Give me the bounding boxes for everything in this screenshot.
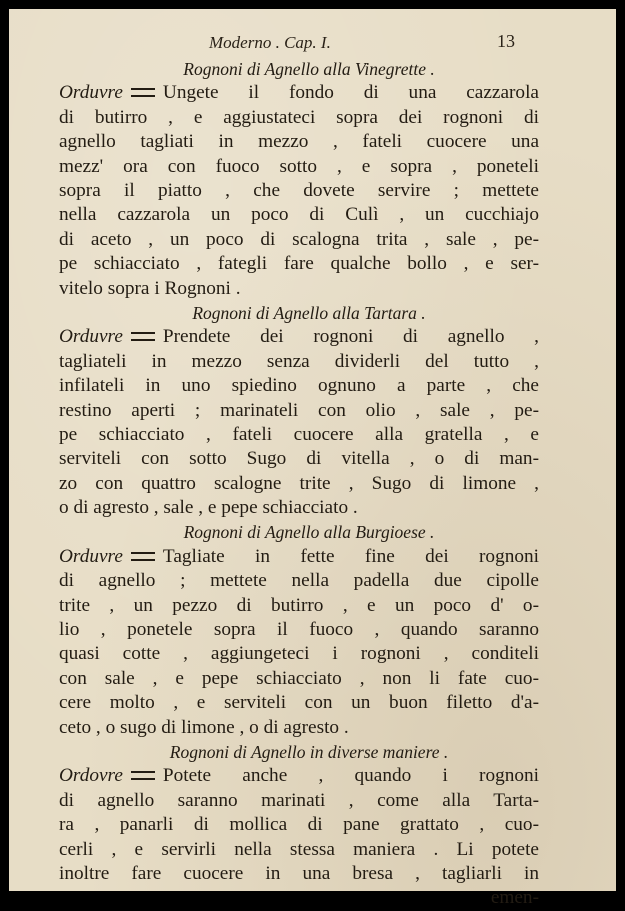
text-line: sopra il piatto , che dovete servire ; mettete (59, 179, 539, 201)
text-line: infilateli in uno spiedino ognuno a parte , che (59, 375, 539, 397)
course-label: Orduvre (59, 82, 123, 104)
equals-sign-icon (131, 332, 155, 341)
text-line: di butirro , e aggiustateci sopra dei rognoni di (59, 106, 539, 128)
recipe-first-line-text: Ungete il fondo di una cazzarola (162, 82, 539, 104)
text-line: restino aperti ; marinateli con olio , sale , pe- (59, 399, 539, 421)
text-line: con sale , e pepe schiacciato , non li fate cuo- (59, 667, 539, 689)
equals-sign-icon (131, 771, 155, 780)
text-line: pe schiacciato , fateli cuocere alla gratella , e (59, 423, 539, 445)
recipe-first-line (59, 81, 539, 105)
text-line: lio , ponetele sopra il fuoco , quando saranno (59, 619, 539, 641)
recipe-first-line (59, 545, 539, 569)
running-head-title: Moderno . Cap. I. (209, 33, 331, 52)
recipe-heading: Rognoni di Agnello alla Burgioese . (183, 522, 435, 543)
text-line: cerli , e servirli nella stessa maniera . Li potete (59, 838, 539, 860)
page-frame (9, 9, 616, 909)
running-head (9, 33, 616, 59)
recipe-first-line-text: Tagliate in fette fine dei rognoni (162, 545, 539, 567)
text-line: o di agresto , sale , e pepe schiacciato . (59, 497, 358, 519)
text-line: vitelo sopra i Rognoni . (59, 277, 241, 299)
recipe-first-line (59, 764, 539, 788)
equals-sign-icon (131, 88, 155, 97)
text-line: trite , un pezzo di butirro , e un poco d' o- (59, 594, 539, 616)
text-line: di agnello saranno marinati , come alla Tarta- (59, 789, 539, 811)
text-line: di agnello ; mettete nella padella due cipolle (59, 570, 539, 592)
text-line: agnello tagliati in mezzo , fateli cuocere una (59, 131, 539, 153)
text-block (59, 57, 539, 911)
text-line: inoltre fare cuocere in una bresa , tagliarli in (59, 862, 539, 884)
recipe-heading: Rognoni di Agnello alla Tartara . (192, 302, 426, 323)
text-line: pe schiacciato , fategli fare qualche bollo , e ser- (59, 253, 539, 275)
recipe-first-line-text: Potete anche , quando i rognoni (162, 765, 539, 787)
equals-sign-icon (131, 552, 155, 561)
catchword: emen- (490, 887, 539, 909)
recipe-section (59, 520, 539, 740)
recipe-section (59, 57, 539, 301)
text-line: nella cazzarola un poco di Culì , un cucchiajo (59, 204, 539, 226)
recipe-section (59, 301, 539, 521)
recipe-section (59, 740, 539, 886)
recipe-first-line (59, 325, 539, 349)
text-line: ceto , o sugo di limone , o di agresto . (59, 716, 349, 738)
text-line: serviteli con sotto Sugo di vitella , o di man- (59, 448, 539, 470)
recipe-heading: Rognoni di Agnello alla Vinegrette . (183, 59, 435, 79)
recipe-first-line-text: Prendete dei rognoni di agnello , (162, 326, 539, 348)
text-line: cere molto , e serviteli con un buon filetto d'a- (59, 692, 539, 714)
recipe-heading: Rognoni di Agnello in diverse maniere . (169, 741, 449, 762)
course-label: Ordovre (59, 765, 123, 787)
page-number: 13 (497, 31, 515, 51)
book-page (9, 9, 616, 909)
course-label: Orduvre (59, 326, 123, 348)
text-line: quasi cotte , aggiungeteci i rognoni , conditeli (59, 643, 539, 665)
text-line: di aceto , un poco di scalogna trita , sale , pe- (59, 228, 539, 250)
course-label: Orduvre (59, 545, 123, 567)
text-line: zo con quattro scalogne trite , Sugo di limone , (59, 472, 539, 494)
text-line: mezz' ora con fuoco sotto , e sopra , poneteli (59, 155, 539, 177)
text-line: tagliateli in mezzo senza dividerli del tutto , (59, 350, 539, 372)
text-line: ra , panarli di mollica di pane grattato , cuo- (59, 814, 539, 836)
